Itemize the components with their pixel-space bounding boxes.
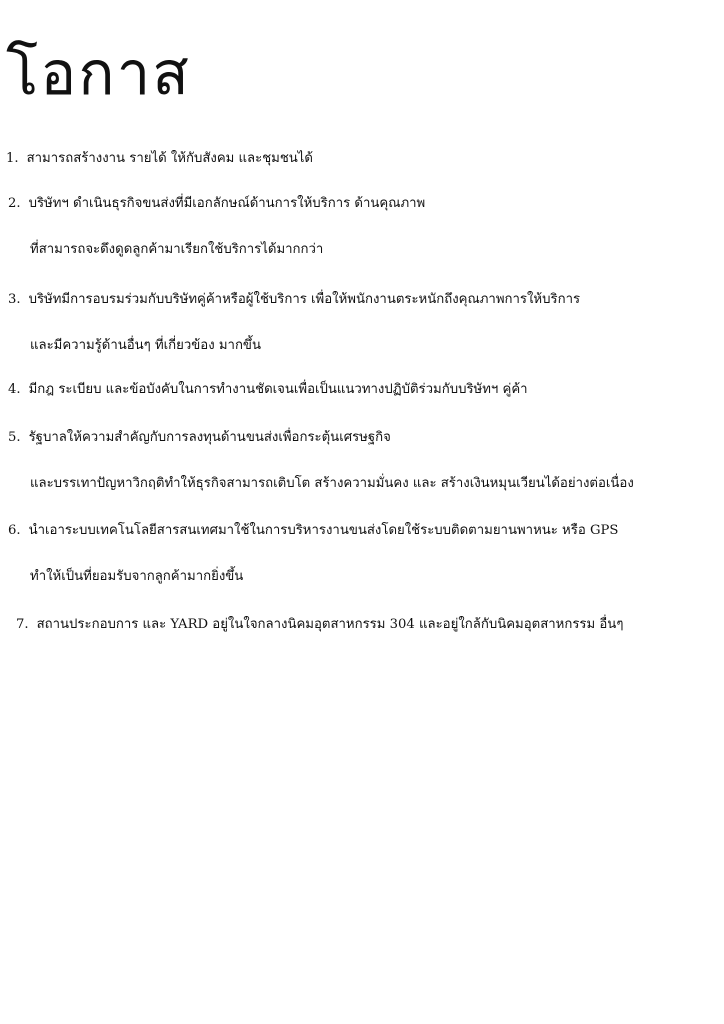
list-item-2-continuation <box>30 240 323 260</box>
list-item-3 <box>8 290 580 310</box>
item-text: รัฐบาลให้ความสำคัญกับการลงทุนด้านขนส่งเพื่อกระตุ้นเศรษฐกิจ <box>28 430 391 445</box>
list-item-4 <box>8 380 528 400</box>
item-number: 4. <box>8 382 21 397</box>
item-number: 5. <box>8 430 21 445</box>
item-text: และมีความรู้ด้านอื่นๆ ที่เกี่ยวข้อง มากขึ้น <box>30 338 261 353</box>
list-item-6 <box>8 521 618 541</box>
list-item-7 <box>16 615 623 635</box>
list-item-6-continuation <box>30 567 243 587</box>
item-number: 1. <box>6 151 19 166</box>
page-title: โอกาส <box>6 39 191 109</box>
item-number: 7. <box>16 617 29 632</box>
item-number: 2. <box>8 196 21 211</box>
item-text: บริษัทฯ ดำเนินธุรกิจขนส่งที่มีเอกลักษณ์ด้านการให้บริการ ด้านคุณภาพ <box>28 196 426 211</box>
list-item-2 <box>8 194 425 214</box>
list-item-1 <box>6 149 313 169</box>
item-text: ทำให้เป็นที่ยอมรับจากลูกค้ามากยิ่งขึ้น <box>30 569 244 584</box>
list-item-3-continuation <box>30 336 261 356</box>
item-number: 6. <box>8 523 21 538</box>
item-text: และบรรเทาปัญหาวิกฤติทำให้ธุรกิจสามารถเติบโต สร้างความมั่นคง และ สร้างเงินหมุนเวียนได้อย่างต่อเนื่อง <box>30 476 634 491</box>
item-text: บริษัทมีการอบรมร่วมกับบริษัทคู่ค้าหรือผู้ใช้บริการ เพื่อให้พนักงานตระหนักถึงคุณภาพการให้บริการ <box>28 292 581 307</box>
item-text: มีกฎ ระเบียบ และข้อบังคับในการทำงานชัดเจนเพื่อเป็นแนวทางปฏิบัติร่วมกับบริษัทฯ คู่ค้า <box>28 382 528 397</box>
item-text: นำเอาระบบเทคโนโลยีสารสนเทศมาใช้ในการบริหารงานขนส่งโดยใช้ระบบติดตามยานพาหนะ หรือ GPS <box>28 523 619 538</box>
item-text: สถานประกอบการ และ YARD อยู่ในใจกลางนิคมอุตสาหกรรม 304 และอยู่ใกล้กับนิคมอุตสาหกรรม อื่นๆ <box>36 617 624 632</box>
list-item-5 <box>8 428 391 448</box>
item-number: 3. <box>8 292 21 307</box>
list-item-5-continuation <box>30 474 634 494</box>
item-text: สามารถสร้างงาน รายได้ ให้กับสังคม และชุมชนได้ <box>26 151 313 166</box>
item-text: ที่สามารถจะดึงดูดลูกค้ามาเรียกใช้บริการได้มากกว่า <box>30 242 324 257</box>
